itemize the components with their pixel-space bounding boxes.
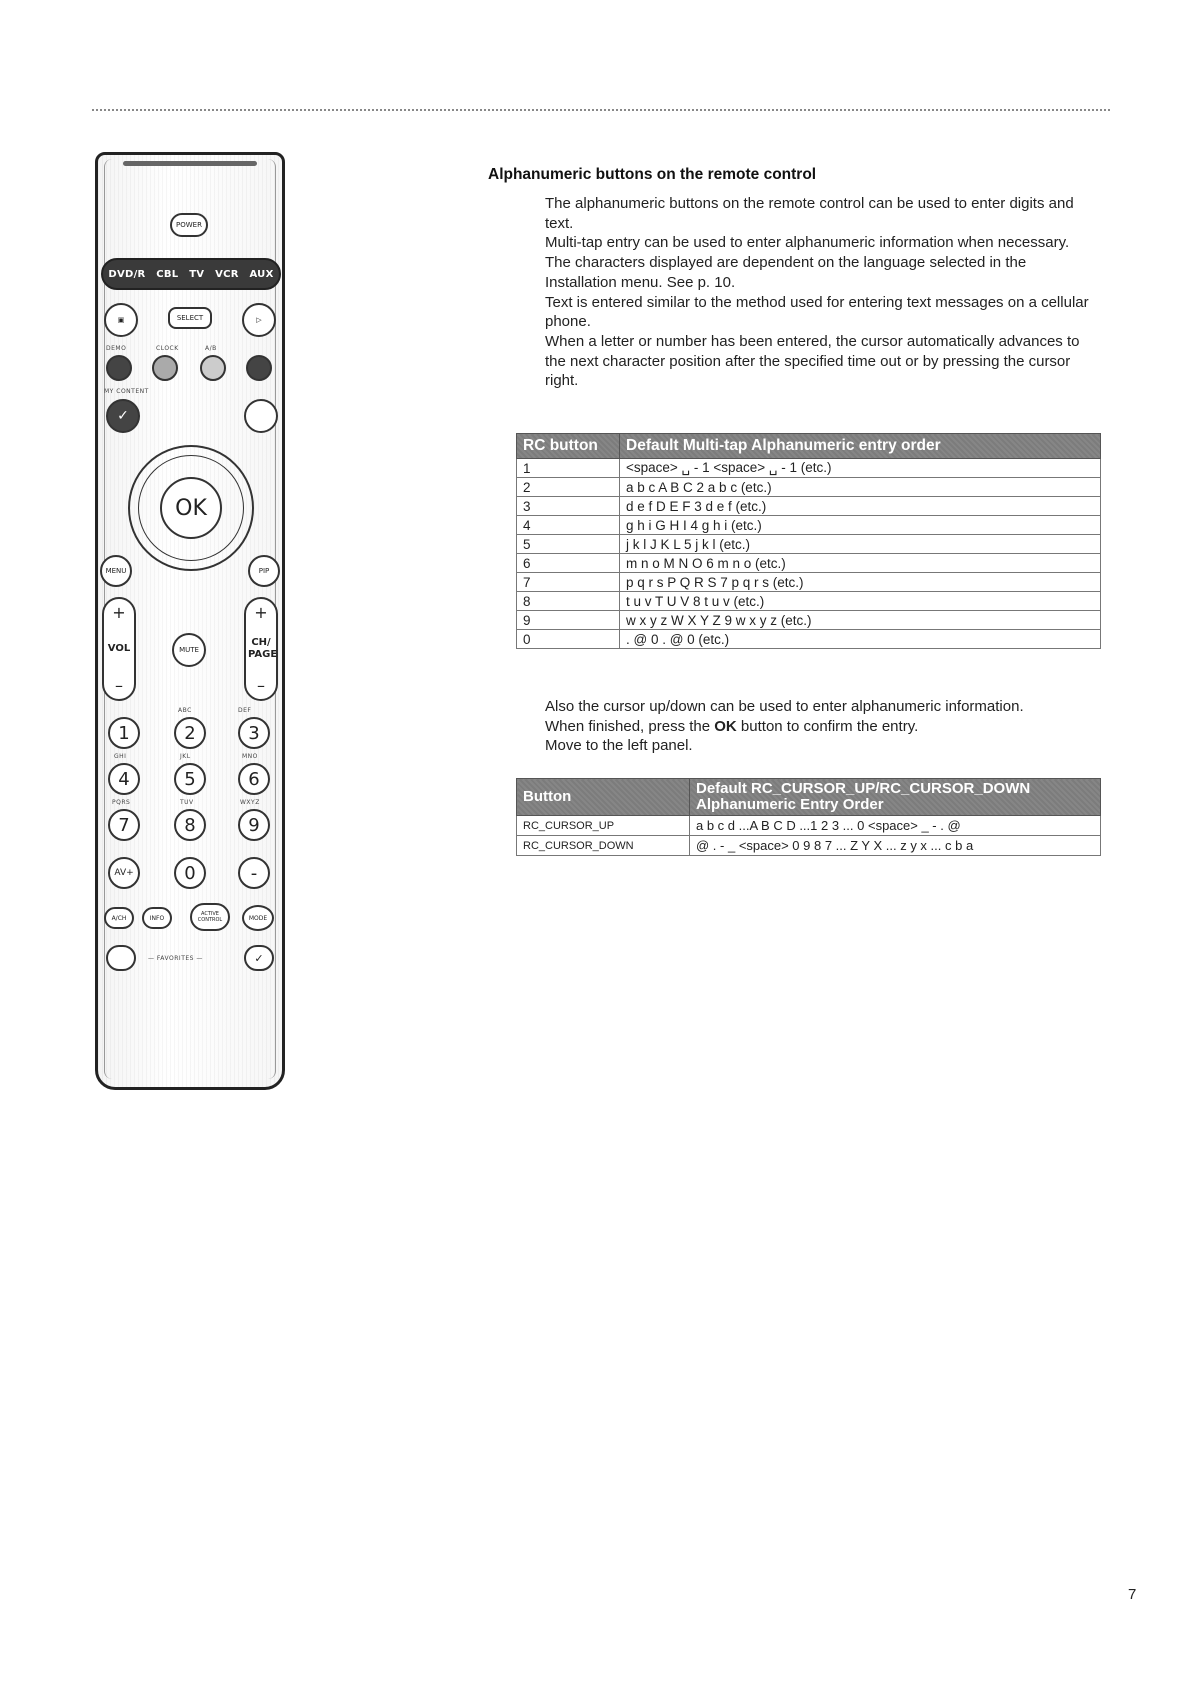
page-number: 7 — [1128, 1586, 1137, 1603]
ach-button: A/CH — [104, 907, 134, 929]
yellow-key — [200, 355, 226, 381]
digit-2-button: 2 — [174, 717, 206, 749]
remote-control-illustration — [95, 152, 285, 1090]
channel-rocker — [244, 597, 278, 701]
digit-9-button: 9 — [238, 809, 270, 841]
cursor-paragraph-2-after: button to confirm the entry. — [736, 717, 919, 735]
top-rule — [92, 109, 1110, 111]
abc-label: ABC — [178, 707, 192, 714]
channel-plus: + — [254, 603, 268, 622]
play-icon: ▷ — [242, 303, 276, 337]
my-content-icon: ✓ — [106, 399, 140, 433]
entry-order: d e f D E F 3 d e f (etc.) — [620, 497, 1101, 516]
def-label: DEF — [238, 707, 252, 714]
table-row — [517, 554, 1101, 573]
ghi-label: GHI — [114, 753, 127, 760]
entry-order: g h i G H I 4 g h i (etc.) — [620, 516, 1101, 535]
clock-label: CLOCK — [156, 345, 179, 352]
section-title: Alphanumeric buttons on the remote control — [488, 166, 817, 183]
power-button: POWER — [170, 213, 208, 237]
entry-order: t u v T U V 8 t u v (etc.) — [620, 592, 1101, 611]
cursor-order: a b c d ...A B C D ...1 2 3 ... 0 <space> _ - . @ — [690, 816, 1101, 836]
volume-rocker — [102, 597, 136, 701]
info-button: INFO — [142, 907, 172, 929]
rc-key: 5 — [517, 535, 620, 554]
mute-button: MUTE — [172, 633, 206, 667]
entry-order: j k l J K L 5 j k l (etc.) — [620, 535, 1101, 554]
volume-minus: – — [115, 676, 123, 695]
entry-order: . @ 0 . @ 0 (etc.) — [620, 630, 1101, 649]
digit-3-button: 3 — [238, 717, 270, 749]
rc-key: 9 — [517, 611, 620, 630]
cursor-header-order: Default RC_CURSOR_UP/RC_CURSOR_DOWN Alphanumeric Entry Order — [690, 779, 1101, 816]
remote-top-bar — [123, 161, 257, 166]
cursor-paragraph-3: Move to the left panel. — [545, 737, 693, 755]
digit-0-button: 0 — [174, 857, 206, 889]
favorites-left-button — [106, 945, 136, 971]
paragraph-4: Text is entered similar to the method used for entering text messages on a cellular phone. — [545, 293, 1089, 331]
source-dvdr: DVD/R — [108, 268, 146, 280]
pqrs-label: PQRS — [112, 799, 131, 806]
ok-keyword: OK — [714, 717, 737, 735]
cursor-paragraphs — [545, 697, 1100, 756]
rc-key: 6 — [517, 554, 620, 573]
table-row — [517, 816, 1101, 836]
channel-label: CH/ PAGE — [248, 637, 278, 660]
table-row — [517, 611, 1101, 630]
mode-button: MODE — [242, 905, 274, 931]
source-tv: TV — [189, 268, 205, 280]
entry-order: p q r s P Q R S 7 p q r s (etc.) — [620, 573, 1101, 592]
table-row — [517, 497, 1101, 516]
table-row — [517, 836, 1101, 856]
table-row — [517, 478, 1101, 497]
multitap-header-order: Default Multi-tap Alphanumeric entry order — [620, 434, 1101, 459]
cursor-key: RC_CURSOR_DOWN — [517, 836, 690, 856]
intro-paragraphs — [545, 194, 1100, 391]
ab-label: A/B — [205, 345, 217, 352]
cursor-order: @ . - _ <space> 0 9 8 7 ... Z Y X ... z y x ... c b a — [690, 836, 1101, 856]
menu-button: MENU — [100, 555, 132, 587]
select-button: SELECT — [168, 307, 212, 329]
entry-order: w x y z W X Y Z 9 w x y z (etc.) — [620, 611, 1101, 630]
cursor-paragraph-1: Also the cursor up/down can be used to enter alphanumeric information. — [545, 698, 1024, 715]
cursor-table — [516, 778, 1101, 856]
cursor-paragraph-2 — [545, 717, 1100, 737]
source-vcr: VCR — [215, 268, 239, 280]
cursor-key: RC_CURSOR_UP — [517, 816, 690, 836]
blue-key — [246, 355, 272, 381]
tuv-label: TUV — [180, 799, 194, 806]
active-control-button: ACTIVE CONTROL — [190, 903, 230, 931]
paragraph-5: When a letter or number has been entered, the cursor automatically advances to the next character position after the specified time out or by pressing the cursor right. — [545, 332, 1080, 390]
rc-key: 1 — [517, 459, 620, 478]
entry-order: <space> ␣ - 1 <space> ␣ - 1 (etc.) — [620, 459, 1101, 478]
rc-key: 8 — [517, 592, 620, 611]
source-aux: AUX — [249, 268, 274, 280]
rc-key: 2 — [517, 478, 620, 497]
av-plus-button: AV+ — [108, 857, 140, 889]
channel-minus: – — [257, 676, 265, 695]
digit-7-button: 7 — [108, 809, 140, 841]
back-button — [244, 399, 278, 433]
digit-6-button: 6 — [238, 763, 270, 795]
table-row — [517, 573, 1101, 592]
dash-button: - — [238, 857, 270, 889]
table-row — [517, 630, 1101, 649]
table-row — [517, 516, 1101, 535]
tv-menu-icon: ▣ — [104, 303, 138, 337]
table-row — [517, 592, 1101, 611]
cursor-paragraph-2-before: When finished, press the — [545, 717, 715, 735]
digit-8-button: 8 — [174, 809, 206, 841]
favorites-check-icon: ✓ — [244, 945, 274, 971]
entry-order: a b c A B C 2 a b c (etc.) — [620, 478, 1101, 497]
rc-key: 0 — [517, 630, 620, 649]
favorites-label: — FAVORITES — — [148, 955, 203, 962]
source-selector-bar — [101, 258, 281, 290]
paragraph-3: The characters displayed are dependent on the language selected in the Installation menu. See p. 10. — [545, 254, 1027, 291]
green-key — [152, 355, 178, 381]
source-cbl: CBL — [156, 268, 179, 280]
entry-order: m n o M N O 6 m n o (etc.) — [620, 554, 1101, 573]
paragraph-2: Multi-tap entry can be used to enter alphanumeric information when necessary. — [545, 234, 1070, 252]
volume-label: VOL — [107, 643, 131, 654]
table-row — [517, 535, 1101, 554]
cursor-header-button: Button — [517, 779, 690, 816]
digit-4-button: 4 — [108, 763, 140, 795]
rc-key: 4 — [517, 516, 620, 535]
rc-key: 3 — [517, 497, 620, 516]
wxyz-label: WXYZ — [240, 799, 260, 806]
rc-key: 7 — [517, 573, 620, 592]
ok-button: OK — [160, 477, 222, 539]
my-content-label: MY CONTENT — [104, 388, 149, 395]
volume-plus: + — [112, 603, 126, 622]
digit-5-button: 5 — [174, 763, 206, 795]
demo-label: DEMO — [106, 345, 127, 352]
paragraph-1: The alphanumeric buttons on the remote control can be used to enter digits and text. — [545, 195, 1074, 232]
multitap-table — [516, 433, 1101, 649]
table-row — [517, 459, 1101, 478]
jkl-label: JKL — [180, 753, 191, 760]
digit-1-button: 1 — [108, 717, 140, 749]
pip-button: PIP — [248, 555, 280, 587]
red-key — [106, 355, 132, 381]
multitap-header-button: RC button — [517, 434, 620, 459]
mno-label: MNO — [242, 753, 258, 760]
